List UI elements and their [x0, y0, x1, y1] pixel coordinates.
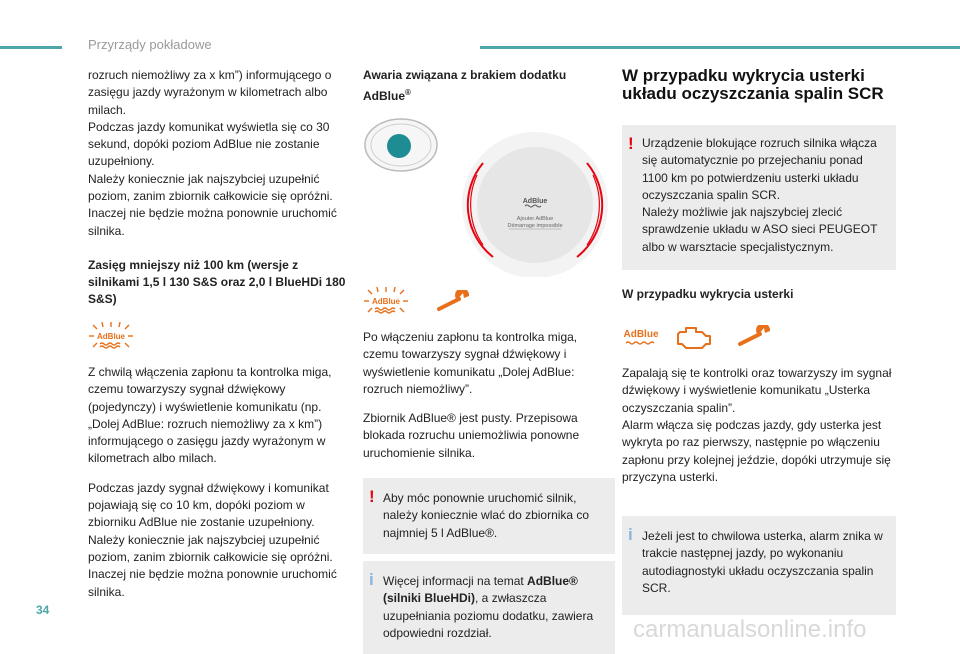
page-number: 34: [36, 603, 50, 617]
warning-box: [363, 478, 615, 554]
info-box: [622, 516, 896, 615]
info-text: Jeżeli jest to chwilowa usterka, alarm znika w trakcie następnej jazdy, po wykonaniu autodiagnostyki układu oczyszczania spalin SCR.: [642, 529, 883, 596]
fault-paragraph: Zbiornik AdBlue® jest pusty. Przepisowa blokada rozruchu uniemożliwia ponowne uruchomienie silnika.: [363, 411, 580, 460]
header-rule-right: [480, 46, 960, 49]
adblue-warning-icon: [88, 322, 134, 352]
adblue-icon-label: AdBlue: [623, 329, 659, 341]
column-2: [363, 67, 615, 654]
info-text: [383, 573, 603, 642]
warning-text: Aby móc ponownie uruchomić silnik, należy koniecznie wlać do zbiornika co najmniej 5 l AdBlue®.: [383, 491, 590, 540]
info-pre: Więcej informacji na temat: [383, 573, 528, 588]
fault-paragraph: Po włączeniu zapłonu ta kontrolka miga, czemu towarzyszy sygnał dźwiękowy i wyświetlenie komunikatu „Dolej AdBlue: rozruch niemożliwy”.: [363, 330, 578, 396]
scr-fault-title: W przypadku wykrycia usterki układu oczyszczania spalin SCR: [622, 66, 884, 103]
range-heading: Zasięg mniejszy niż 100 km (wersje z silnikami 1,5 l 130 S&S oraz 2,0 l BlueHDi 180 S&S): [88, 257, 346, 306]
warning-box: [622, 125, 896, 270]
intro-line: rozruch niemożliwy za x km”) informującego o zasięgu jazdy wyrażonym w kilometrach albo milach.: [88, 68, 332, 117]
registered-mark: ®: [405, 88, 411, 97]
adblue-warning-icon: [363, 287, 409, 317]
adblue-icon-label: AdBlue: [372, 297, 400, 306]
cluster-display-graphic: [363, 115, 615, 277]
column-1: [88, 67, 346, 601]
instrument-cluster-illustration: [363, 115, 615, 277]
wrench-icon: [738, 325, 774, 349]
intro-line: Inaczej nie będzie można ponownie uruchomić silnika.: [88, 206, 337, 238]
intro-line: Należy koniecznie jak najszybciej uzupełnić poziom, zanim zbiornik całkowicie się opróżni.: [88, 171, 333, 204]
watermark: carmanualsonline.info: [633, 616, 867, 643]
wrench-icon: [437, 290, 473, 314]
warning-mark: !: [628, 134, 634, 153]
scr-icons-row: [622, 323, 896, 351]
adblue-icon-label: AdBlue: [97, 331, 125, 341]
warning-text-line: Urządzenie blokujące rozruch silnika włącza się automatycznie po przejechaniu ponad 1100 km po potwierdzeniu usterki układu oczyszczania spalin SCR.: [642, 136, 877, 202]
scr-paragraph-line: Alarm włącza się podczas jazdy, gdy usterka jest wykryta po raz pierwszy, następnie po włączeniu zapłonu przy kolejnej jeździe, dopóki utrzymuje się przyczyna usterki.: [622, 417, 891, 484]
adblue-icon: [622, 326, 660, 348]
header-rule-left: [0, 46, 62, 49]
range-paragraph: Z chwilą włączenia zapłonu ta kontrolka miga, czemu towarzyszy sygnał dźwiękowy (pojedynczy) i wyświetlenie komunikatu (np. „Dolej AdBlue: rozruch niemożliwy za x km”) informującego o zasięgu jazdy wyrażonym w kilometrach albo milach.: [88, 364, 332, 466]
display-line-2: Démarrage impossible: [507, 223, 563, 229]
warning-icons-row: [363, 287, 615, 317]
fault-detected-subheading: W przypadku wykrycia usterki: [622, 287, 794, 302]
range-paragraph-line: Należy koniecznie jak najszybciej uzupełnić poziom, zanim zbiornik całkowicie się opróżni.: [88, 532, 333, 564]
info-post: , a zwłaszcza uzupełniania poziomu dodatku, zawiera odpowiedni rozdział.: [383, 591, 594, 640]
intro-line: Podczas jazdy komunikat wyświetla się co 30 sekund, dopóki poziom AdBlue nie zostanie uzupełniony.: [88, 119, 330, 169]
heading-text: Awaria związana z brakiem dodatku AdBlue: [363, 68, 567, 103]
range-paragraph-line: Podczas jazdy sygnał dźwiękowy i komunikat pojawiają się co 10 km, dopóki poziom w zbiorniku AdBlue nie zostanie uzupełniony.: [88, 480, 329, 530]
warning-mark: !: [369, 487, 375, 507]
info-mark: i: [369, 569, 374, 589]
warning-text-line: Należy możliwie jak najszybciej zlecić sprawdzenie układu w ASO sieci PEUGEOT albo w warsztacie specjalistycznym.: [642, 205, 878, 254]
column-3: [622, 67, 896, 615]
engine-icon: [674, 323, 712, 351]
adblue-fault-heading: [363, 67, 615, 105]
display-line-1: Ajouter AdBlue: [516, 216, 554, 222]
info-bold: AdBlue® (silniki BlueHDi): [383, 573, 578, 606]
section-title: Przyrządy pokładowe: [88, 37, 212, 52]
scr-paragraph-line: Zapalają się te kontrolki oraz towarzyszy im sygnał dźwiękowy i wyświetlenie komunikatu „Usterka oczyszczania spalin”.: [622, 366, 892, 415]
display-adblue-label: AdBlue: [522, 198, 548, 205]
info-box: [363, 561, 615, 654]
range-paragraph-line: Inaczej nie będzie można ponownie uruchomić silnika.: [88, 567, 337, 599]
info-mark: i: [628, 525, 633, 545]
